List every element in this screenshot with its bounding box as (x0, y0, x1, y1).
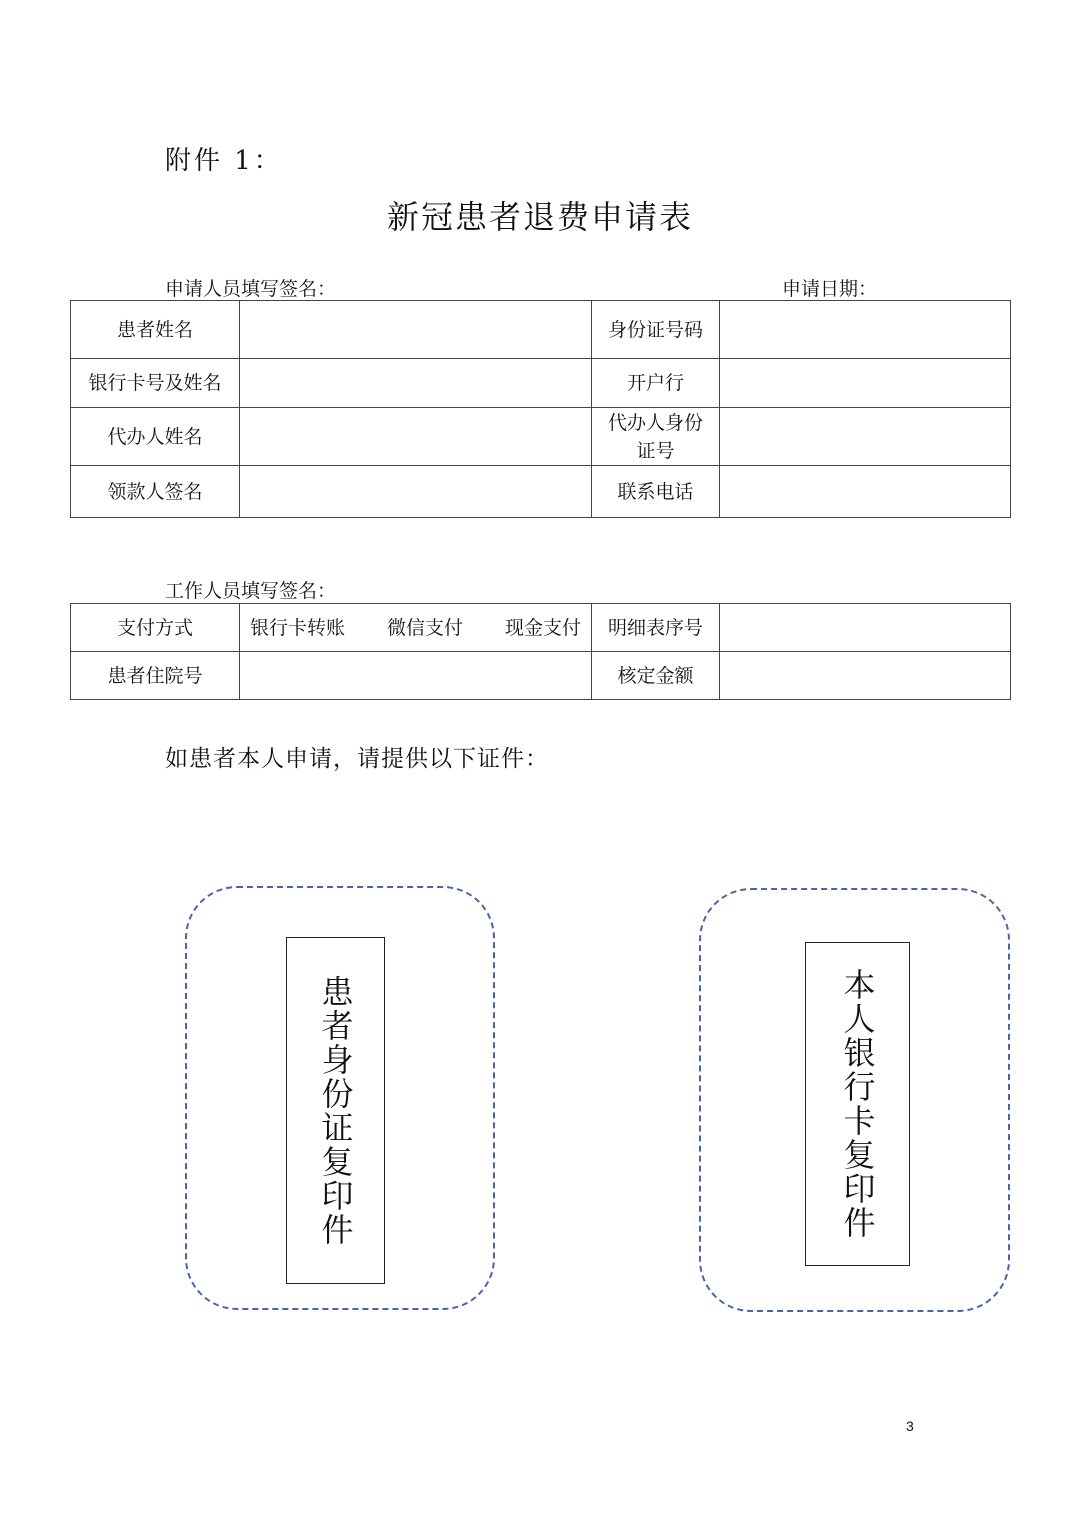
required-documents-note: 如患者本人申请，请提供以下证件： (165, 746, 549, 772)
recipient-signature-field[interactable] (240, 466, 592, 518)
table-row (71, 466, 1011, 518)
agent-id-label: 代办人身份证号 (592, 408, 720, 466)
bank-card-field[interactable] (240, 359, 592, 408)
page-number: 3 (906, 1418, 914, 1434)
table-row (71, 408, 1011, 466)
bank-copy-label: 本人银行卡复印件 (838, 968, 877, 1240)
agent-id-field[interactable] (720, 408, 1011, 466)
table-row (71, 604, 1011, 652)
table-row (71, 301, 1011, 359)
attachment-label: 附件 1： (165, 146, 283, 176)
bank-copy-box (805, 942, 910, 1266)
phone-label: 联系电话 (592, 466, 720, 518)
payment-option-cash[interactable]: 现金支付 (504, 616, 581, 639)
payment-option-bank-transfer[interactable]: 银行卡转账 (250, 616, 346, 639)
payment-options (240, 604, 592, 652)
staff-signature-label: 工作人员填写签名： (165, 580, 337, 602)
phone-field[interactable] (720, 466, 1011, 518)
recipient-signature-label: 领款人签名 (71, 466, 240, 518)
hospital-number-label: 患者住院号 (71, 652, 240, 700)
hospital-number-field[interactable] (240, 652, 592, 700)
detail-number-label: 明细表序号 (592, 604, 720, 652)
bank-branch-label: 开户行 (592, 359, 720, 408)
id-number-label: 身份证号码 (592, 301, 720, 359)
table-row (71, 359, 1011, 408)
patient-name-field[interactable] (240, 301, 592, 359)
staff-table (70, 603, 1011, 700)
bank-branch-field[interactable] (720, 359, 1011, 408)
applicant-signature-label: 申请人员填写签名： (165, 278, 337, 300)
approved-amount-label: 核定金额 (592, 652, 720, 700)
form-title: 新冠患者退费申请表 (386, 198, 693, 236)
agent-name-label: 代办人姓名 (71, 408, 240, 466)
approved-amount-field[interactable] (720, 652, 1011, 700)
table-row (71, 652, 1011, 700)
patient-name-label: 患者姓名 (71, 301, 240, 359)
apply-date-label: 申请日期： (782, 278, 878, 300)
detail-number-field[interactable] (720, 604, 1011, 652)
id-copy-box (286, 937, 385, 1284)
id-copy-label: 患者身份证复印件 (316, 974, 355, 1247)
payment-option-wechat[interactable]: 微信支付 (386, 616, 463, 639)
applicant-table (70, 300, 1011, 518)
agent-name-field[interactable] (240, 408, 592, 466)
id-number-field[interactable] (720, 301, 1011, 359)
bank-card-label: 银行卡号及姓名 (71, 359, 240, 408)
payment-method-label: 支付方式 (71, 604, 240, 652)
